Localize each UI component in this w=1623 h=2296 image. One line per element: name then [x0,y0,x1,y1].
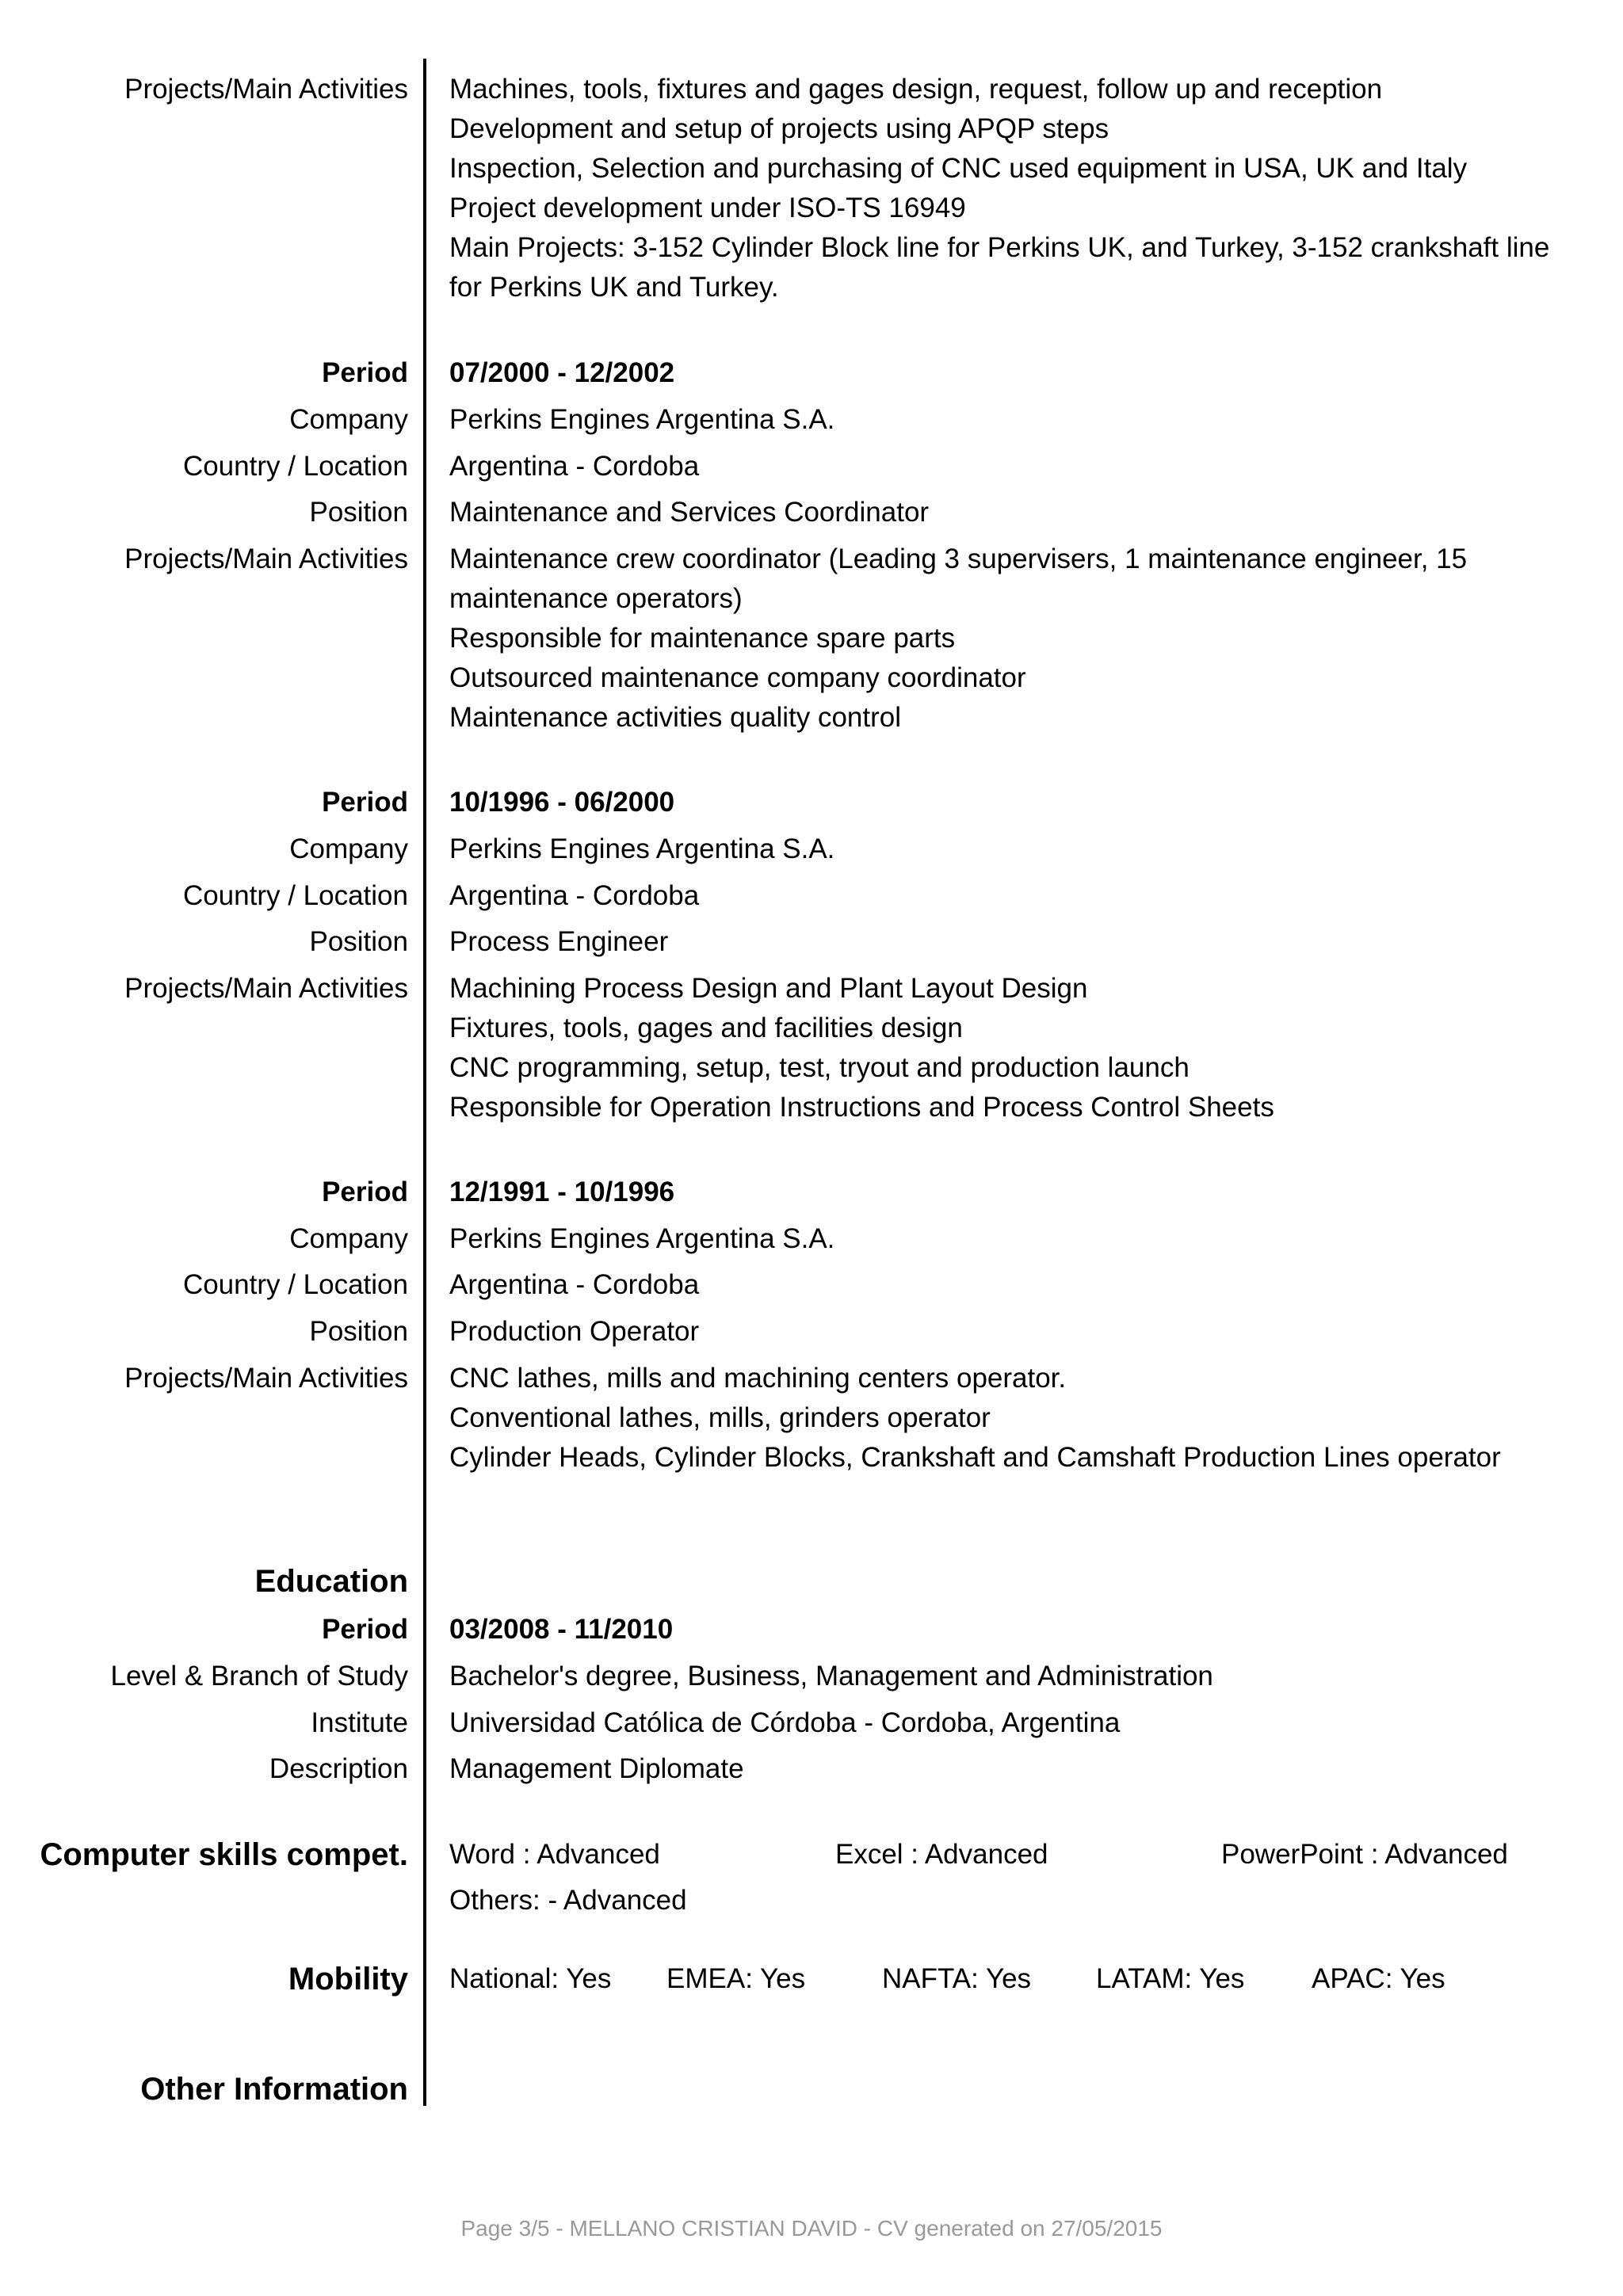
position-label: Position [309,926,408,957]
page-footer: Page 3/5 - MELLANO CRISTIAN DAVID - CV generated on 27/05/2015 [460,2216,1163,2241]
level-label: Level & Branch of Study [110,1661,408,1691]
activities-list [449,70,1575,307]
mobility-apac: APAC: Yes [1312,1963,1445,1994]
company-label: Company [289,833,408,864]
position-label: Position [309,1316,408,1347]
company-value: Perkins Engines Argentina S.A. [449,404,835,435]
country-value: Argentina - Cordoba [449,880,700,911]
position-value: Maintenance and Services Coordinator [449,497,930,528]
activity-item: Development and setup of projects using APQP steps [449,113,1109,144]
country-value: Argentina - Cordoba [449,451,700,482]
activities-label: Projects/Main Activities [124,543,408,574]
mobility-national: National: Yes [449,1963,612,1994]
position-value: Production Operator [449,1316,700,1347]
period-label: Period [322,1177,408,1207]
country-value: Argentina - Cordoba [449,1269,700,1300]
computer-skills-heading: Computer skills compet. [40,1837,408,1872]
activities-list [449,1359,1575,1478]
activity-item: Responsible for maintenance spare parts [449,623,956,654]
period-value: 03/2008 - 11/2010 [449,1614,674,1645]
description-label: Description [269,1753,408,1784]
activities-label: Projects/Main Activities [124,1363,408,1394]
mobility-latam: LATAM: Yes [1096,1963,1245,1994]
mobility-nafta: NAFTA: Yes [882,1963,1032,1994]
company-label: Company [289,404,408,435]
company-label: Company [289,1223,408,1254]
activity-item: Machining Process Design and Plant Layout Design [449,973,1088,1004]
activity-item: Outsourced maintenance company coordinator [449,662,1026,693]
period-label: Period [322,787,408,818]
period-value: 12/1991 - 10/1996 [449,1177,675,1207]
period-label: Period [322,1614,408,1645]
position-value: Process Engineer [449,926,669,957]
company-value: Perkins Engines Argentina S.A. [449,1223,835,1254]
activities-label: Projects/Main Activities [124,973,408,1004]
activity-item: Machines, tools, fixtures and gages design, request, follow up and reception [449,74,1383,105]
activity-item: Maintenance activities quality control [449,702,902,733]
education-heading: Education [254,1564,408,1599]
activity-item: Cylinder Heads, Cylinder Blocks, Crankshaft and Camshaft Production Lines operator [449,1442,1501,1473]
activity-item: Responsible for Operation Instructions and Process Control Sheets [449,1092,1274,1123]
activity-item: Inspection, Selection and purchasing of CNC used equipment in USA, UK and Italy [449,153,1468,184]
activity-item: CNC programming, setup, test, tryout and production launch [449,1052,1190,1083]
level-value: Bachelor's degree, Business, Management and Administration [449,1661,1213,1691]
activities-list [449,540,1575,738]
mobility-heading: Mobility [288,1962,408,1997]
institute-label: Institute [311,1707,408,1738]
other-information-heading: Other Information [140,2072,408,2107]
position-label: Position [309,497,408,528]
activity-item: CNC lathes, mills and machining centers operator. [449,1363,1067,1394]
country-label: Country / Location [182,1269,408,1300]
activities-label: Projects/Main Activities [124,74,408,105]
period-value: 10/1996 - 06/2000 [449,787,675,818]
period-value: 07/2000 - 12/2002 [449,357,675,388]
institute-value: Universidad Católica de Córdoba - Cordoba, Argentina [449,1707,1121,1738]
activity-item: Conventional lathes, mills, grinders operator [449,1402,991,1433]
period-label: Period [322,357,408,388]
column-divider [423,59,426,2106]
activity-item: Maintenance crew coordinator (Leading 3 supervisers, 1 maintenance engineer, 15 maintenance operators) [449,543,1468,614]
skill-others: Others: - Advanced [449,1885,687,1916]
skill-word: Word : Advanced [449,1839,660,1870]
mobility-emea: EMEA: Yes [666,1963,806,1994]
activities-list [449,969,1575,1127]
activity-item: Project development under ISO-TS 16949 [449,193,966,223]
skill-powerpoint: PowerPoint : Advanced [1221,1839,1508,1870]
country-label: Country / Location [182,880,408,911]
activity-item: Fixtures, tools, gages and facilities design [449,1013,963,1043]
activity-item: Main Projects: 3-152 Cylinder Block line for Perkins UK, and Turkey, 3-152 crankshaft line for Perkins UK and Turkey. [449,232,1550,303]
country-label: Country / Location [182,451,408,482]
skill-excel: Excel : Advanced [835,1839,1048,1870]
company-value: Perkins Engines Argentina S.A. [449,833,835,864]
description-value: Management Diplomate [449,1753,744,1784]
